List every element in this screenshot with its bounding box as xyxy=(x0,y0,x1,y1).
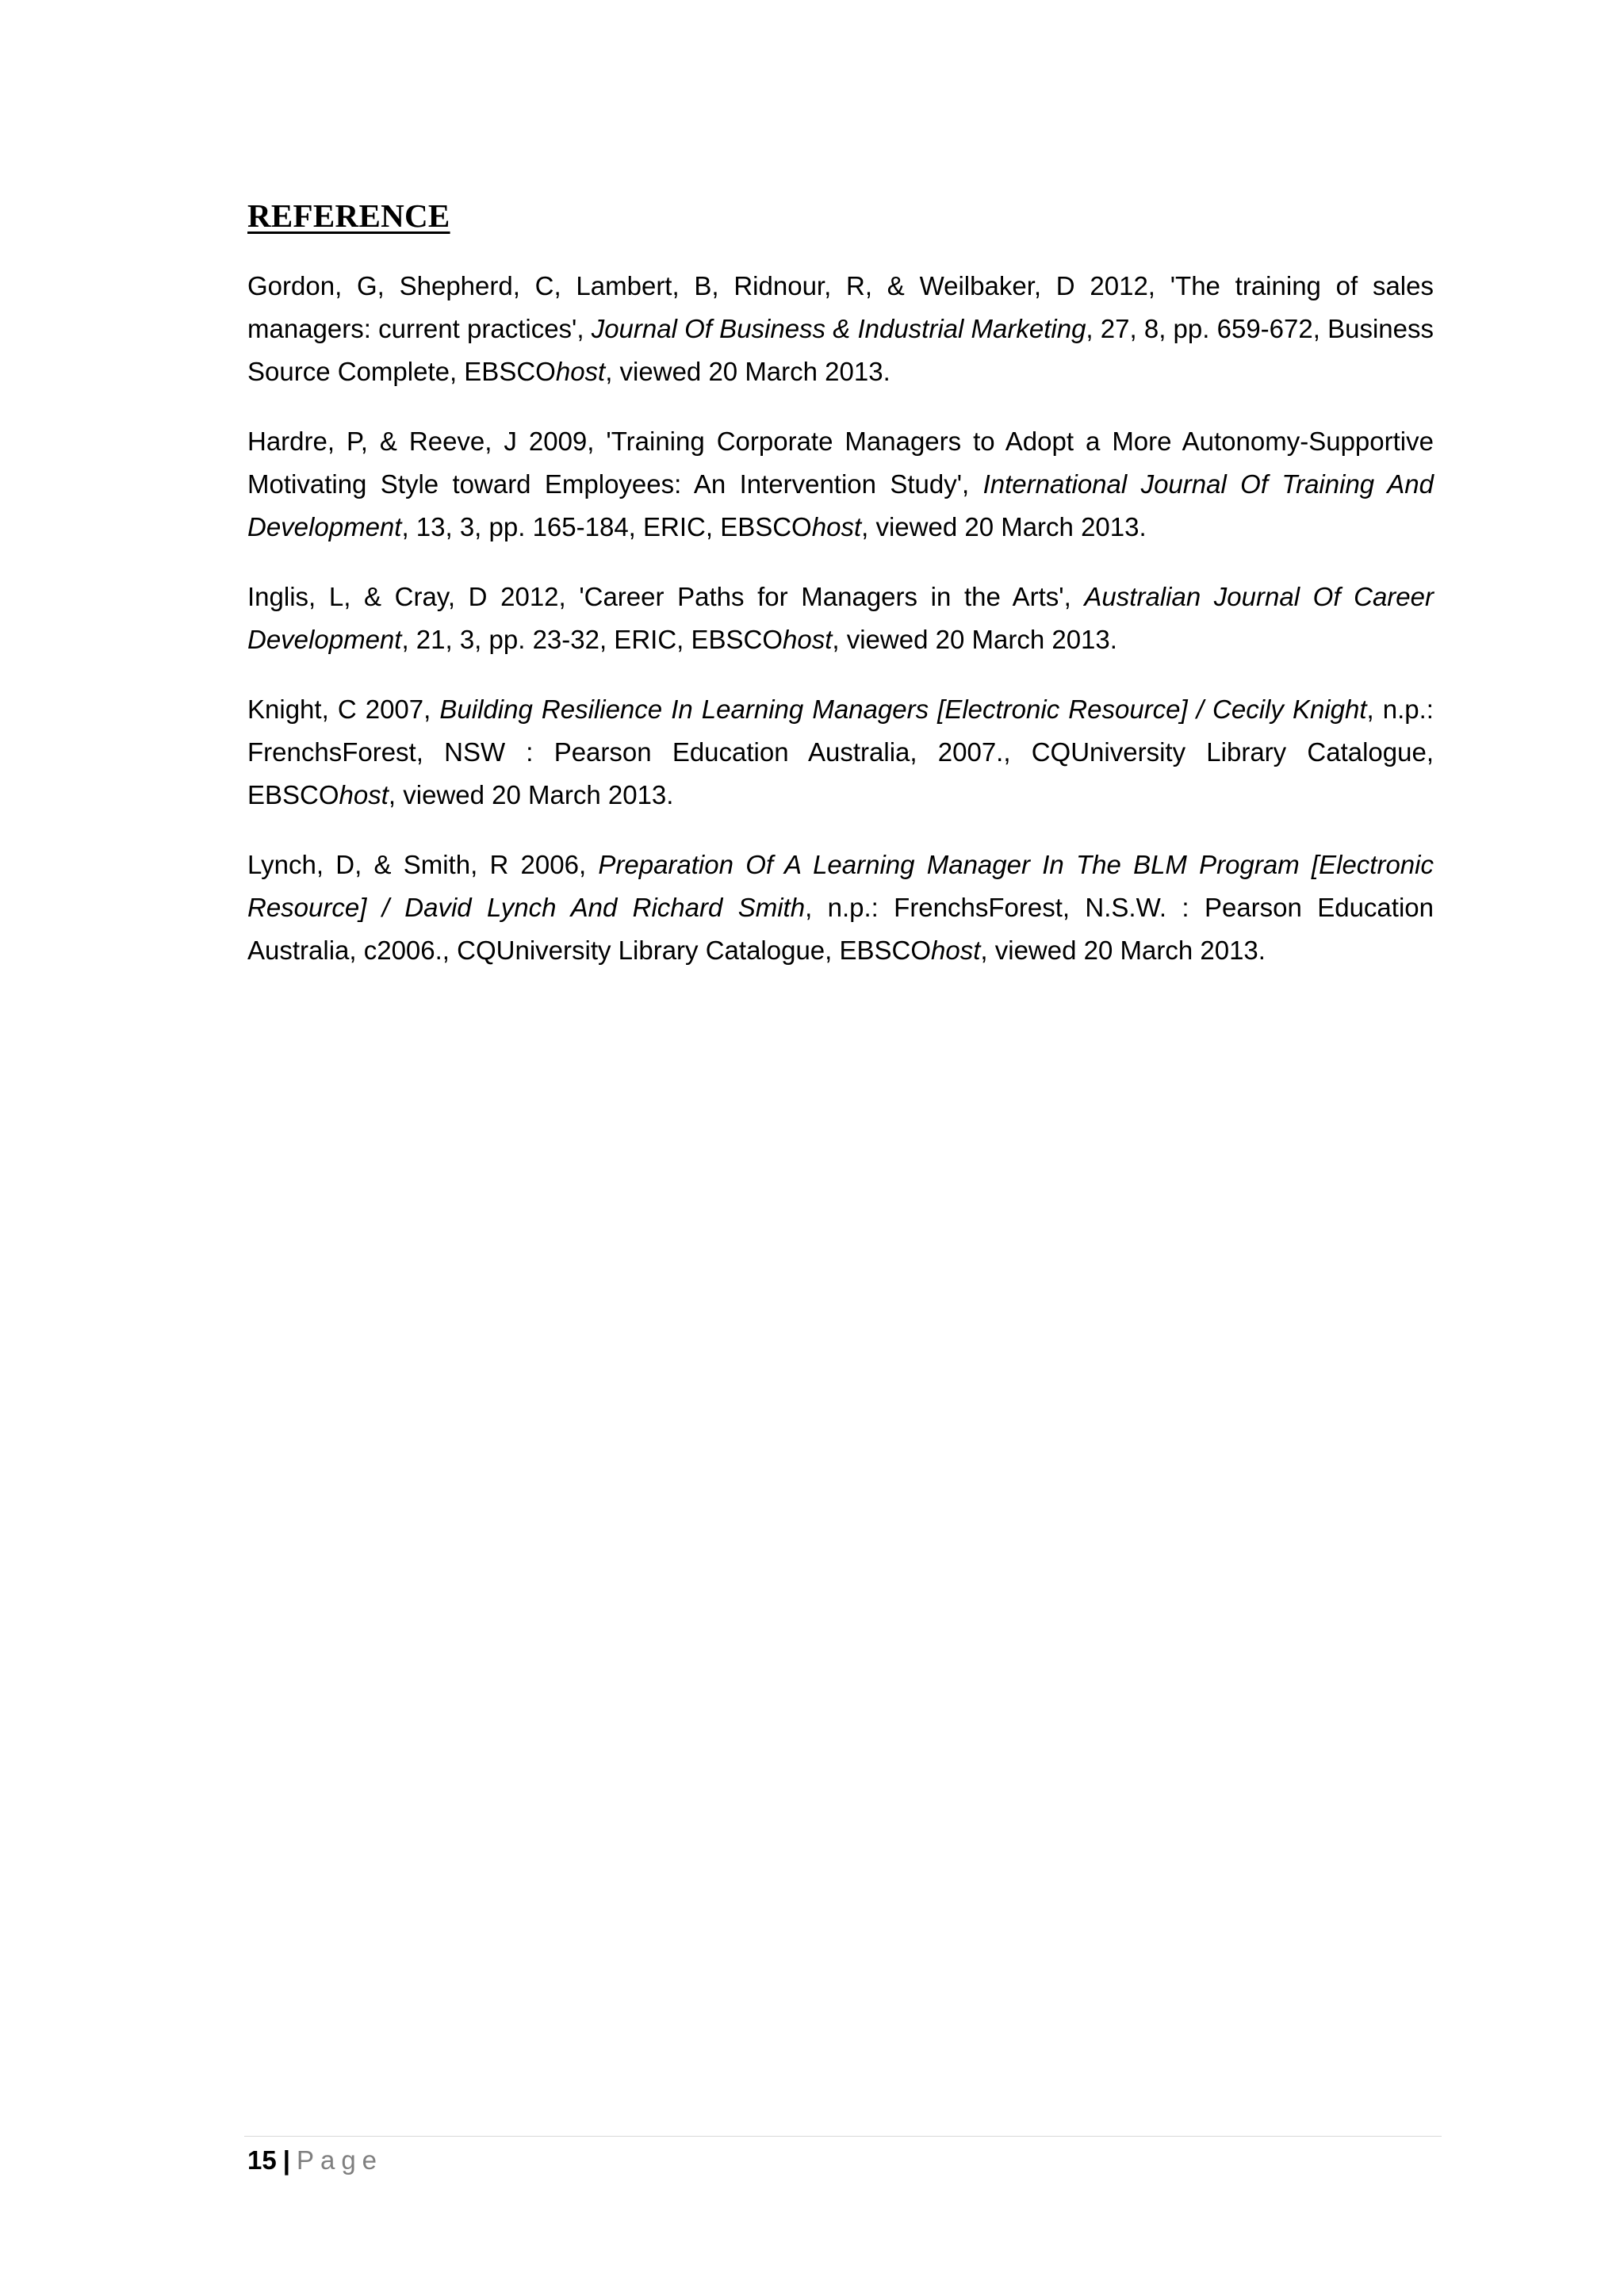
reference-italic-text: host xyxy=(555,357,606,386)
footer-separator: | xyxy=(282,2145,290,2175)
reference-entry xyxy=(247,576,1434,661)
reference-text: , viewed 20 March 2013. xyxy=(832,625,1117,654)
section-heading: REFERENCE xyxy=(247,197,450,234)
reference-text: , n.p.: FrenchsForest, N.S.W. : Pearson Education Australia, c2006., CQUniversity Library Catalogue, EBSCO xyxy=(247,893,1434,965)
reference-text: , 27, 8, pp. 659-672, Business Source Complete, EBSCO xyxy=(247,314,1434,386)
reference-entry xyxy=(247,844,1434,972)
reference-text: Hardre, P, & Reeve, J 2009, 'Training Corporate Managers to Adopt a More Autonomy-Supportive Motivating Style toward Employees: An Intervention Study', xyxy=(247,427,1434,499)
reference-entry xyxy=(247,688,1434,817)
reference-entry xyxy=(247,265,1434,393)
reference-text: , viewed 20 March 2013. xyxy=(861,512,1147,541)
reference-italic-text: host xyxy=(783,625,833,654)
reference-text: , 21, 3, pp. 23-32, ERIC, EBSCO xyxy=(401,625,783,654)
reference-text: Gordon, G, Shepherd, C, Lambert, B, Ridnour, R, & Weilbaker, D 2012, 'The training of sales managers: current practices', xyxy=(247,271,1434,343)
reference-text: , viewed 20 March 2013. xyxy=(388,780,674,809)
reference-text: , n.p.: FrenchsForest, NSW : Pearson Education Australia, 2007., CQUniversity Library Catalogue, EBSCO xyxy=(247,695,1434,809)
reference-italic-text: Preparation Of A Learning Manager In The BLM Program [Electronic Resource] / David Lynch And Richard Smith xyxy=(247,850,1434,922)
reference-text: , 13, 3, pp. 165-184, ERIC, EBSCO xyxy=(401,512,812,541)
page-number: 15 xyxy=(247,2145,277,2175)
reference-text: Knight, C 2007, xyxy=(247,695,440,724)
reference-entry xyxy=(247,420,1434,549)
reference-list xyxy=(247,265,1434,999)
reference-italic-text: Building Resilience In Learning Managers [Electronic Resource] / Cecily Knight xyxy=(439,695,1367,724)
reference-text: Inglis, L, & Cray, D 2012, 'Career Paths for Managers in the Arts', xyxy=(247,582,1085,611)
reference-italic-text: host xyxy=(931,936,981,965)
reference-text: , viewed 20 March 2013. xyxy=(980,936,1266,965)
footer-divider xyxy=(244,2136,1442,2137)
reference-italic-text: International Journal Of Training And Development xyxy=(247,469,1434,541)
reference-italic-text: Australian Journal Of Career Development xyxy=(247,582,1434,654)
page-footer xyxy=(247,2141,383,2180)
reference-text: Lynch, D, & Smith, R 2006, xyxy=(247,850,599,879)
reference-italic-text: host xyxy=(339,780,389,809)
page-label: Page xyxy=(296,2145,384,2175)
reference-italic-text: host xyxy=(811,512,862,541)
reference-italic-text: Journal Of Business & Industrial Marketing xyxy=(591,314,1086,343)
reference-text: , viewed 20 March 2013. xyxy=(605,357,891,386)
